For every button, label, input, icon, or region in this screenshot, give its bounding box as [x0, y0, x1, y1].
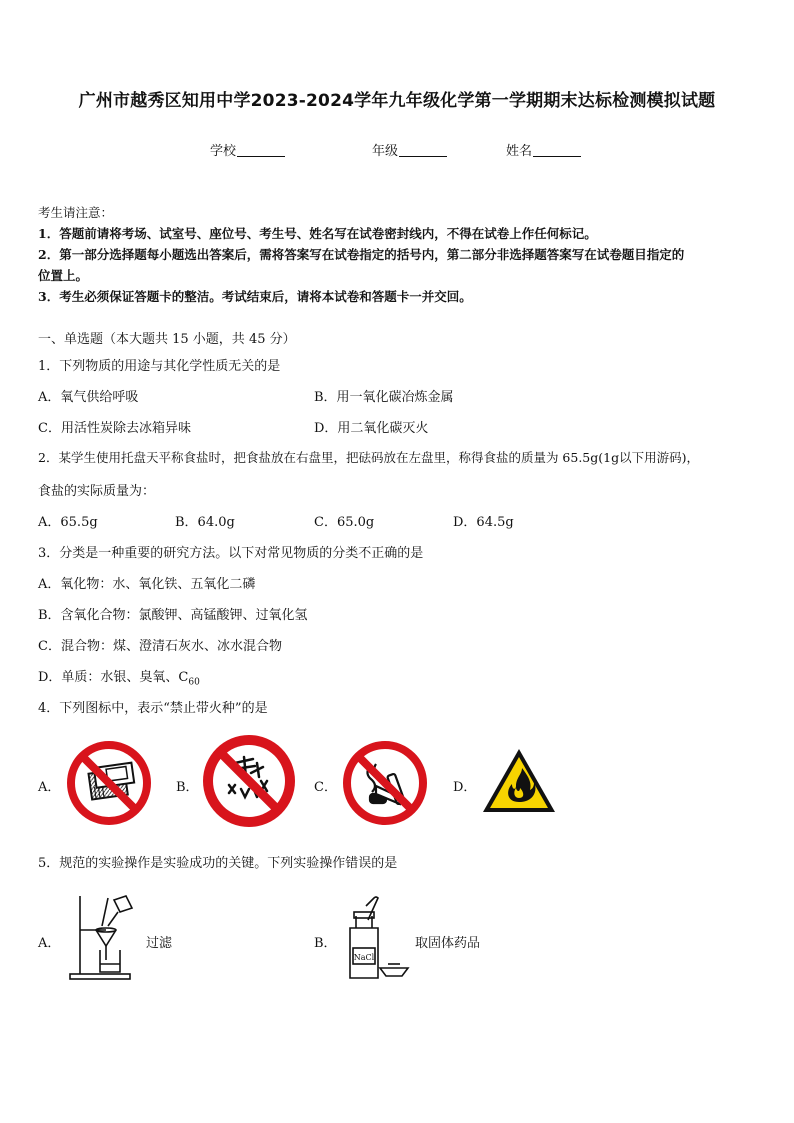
q4-option-a-label[interactable]: A．: [38, 780, 61, 795]
notice-heading: 考生请注意：: [38, 205, 114, 220]
no-smoking-sign-icon[interactable]: [340, 738, 430, 828]
q5-stem: 5．规范的实验操作是实验成功的关键。下列实验操作错误的是: [38, 856, 398, 871]
q3-option-d-subscript: 60: [188, 677, 200, 688]
bottle-label: NaCl: [353, 953, 375, 962]
section-heading: 一、单选题（本大题共 15 小题，共 45 分）: [38, 332, 296, 347]
grade-field[interactable]: [372, 140, 447, 159]
q4-option-b-label[interactable]: B．: [176, 780, 199, 795]
q2-stem-line2: 食盐的实际质量为：: [38, 484, 156, 499]
grade-blank[interactable]: [399, 144, 447, 157]
school-blank[interactable]: [237, 144, 285, 157]
filtration-apparatus-icon[interactable]: [66, 890, 138, 982]
q1-option-d[interactable]: D．用二氧化碳灭火: [314, 421, 429, 436]
q3-option-d-text: D．单质：水银、臭氧、C: [38, 670, 189, 685]
q3-option-d[interactable]: [38, 666, 200, 688]
q3-option-c[interactable]: C．混合物：煤、澄清石灰水、冰水混合物: [38, 639, 282, 654]
grade-label: 年级: [372, 144, 399, 159]
q5-option-b-text: 取固体药品: [415, 936, 481, 951]
q1-option-c[interactable]: C．用活性炭除去冰箱异味: [38, 421, 191, 436]
q2-option-d[interactable]: D．64.5g: [453, 515, 514, 530]
name-blank[interactable]: [533, 144, 581, 157]
school-field[interactable]: [210, 140, 285, 159]
q5-option-b-label[interactable]: B．: [314, 936, 337, 951]
q4-option-c-label[interactable]: C．: [314, 780, 337, 795]
q2-option-a[interactable]: A．65.5g: [38, 515, 98, 530]
flammable-warning-icon[interactable]: [480, 746, 558, 816]
school-label: 学校: [210, 144, 237, 159]
q4-stem: 4．下列图标中，表示“禁止带火种”的是: [38, 701, 268, 716]
name-field[interactable]: [506, 140, 581, 159]
page-title: 广州市越秀区知用中学2023-2024学年九年级化学第一学期期末达标检测模拟试题: [78, 91, 716, 111]
q2-option-c[interactable]: C．65.0g: [314, 515, 375, 530]
notice-item-2-cont: 位置上。: [38, 268, 89, 283]
q4-option-d-label[interactable]: D．: [453, 780, 477, 795]
no-fireworks-sign-icon[interactable]: [201, 733, 297, 829]
q1-option-b[interactable]: B．用一氧化碳冶炼金属: [314, 390, 454, 405]
notice-item-3: 3．考生必须保证答题卡的整洁。考试结束后，请将本试卷和答题卡一并交回。: [38, 289, 472, 304]
notice-item-2: 2．第一部分选择题每小题选出答案后，需将答案写在试卷指定的括号内，第二部分非选择题答案写在试卷题目指定的: [38, 247, 685, 262]
q5-option-a-label[interactable]: A．: [38, 936, 61, 951]
q3-stem: 3．分类是一种重要的研究方法。以下对常见物质的分类不正确的是: [38, 546, 424, 561]
q5-option-a-text: 过滤: [146, 936, 173, 951]
name-label: 姓名: [506, 144, 533, 159]
q3-option-a[interactable]: A．氧化物：水、氧化铁、五氧化二磷: [38, 577, 256, 592]
q1-option-a[interactable]: A．氧气供给呼吸: [38, 390, 139, 405]
notice-item-1: 1．答题前请将考场、试室号、座位号、考生号、姓名写在试卷密封线内，不得在试卷上作任何标记。: [38, 226, 597, 241]
q2-option-b[interactable]: B．64.0g: [175, 515, 235, 530]
q1-stem: 1．下列物质的用途与其化学性质无关的是: [38, 359, 281, 374]
q2-stem-line1: 2．某学生使用托盘天平称食盐时，把食盐放在右盘里，把砝码放在左盘里，称得食盐的质量为 65.5g(1g以下用游码)，: [38, 450, 699, 465]
solid-reagent-bottle-icon[interactable]: [340, 894, 412, 982]
q3-option-b[interactable]: B．含氧化合物：氯酸钾、高锰酸钾、过氧化氢: [38, 608, 308, 623]
no-matches-sign-icon[interactable]: [64, 738, 154, 828]
